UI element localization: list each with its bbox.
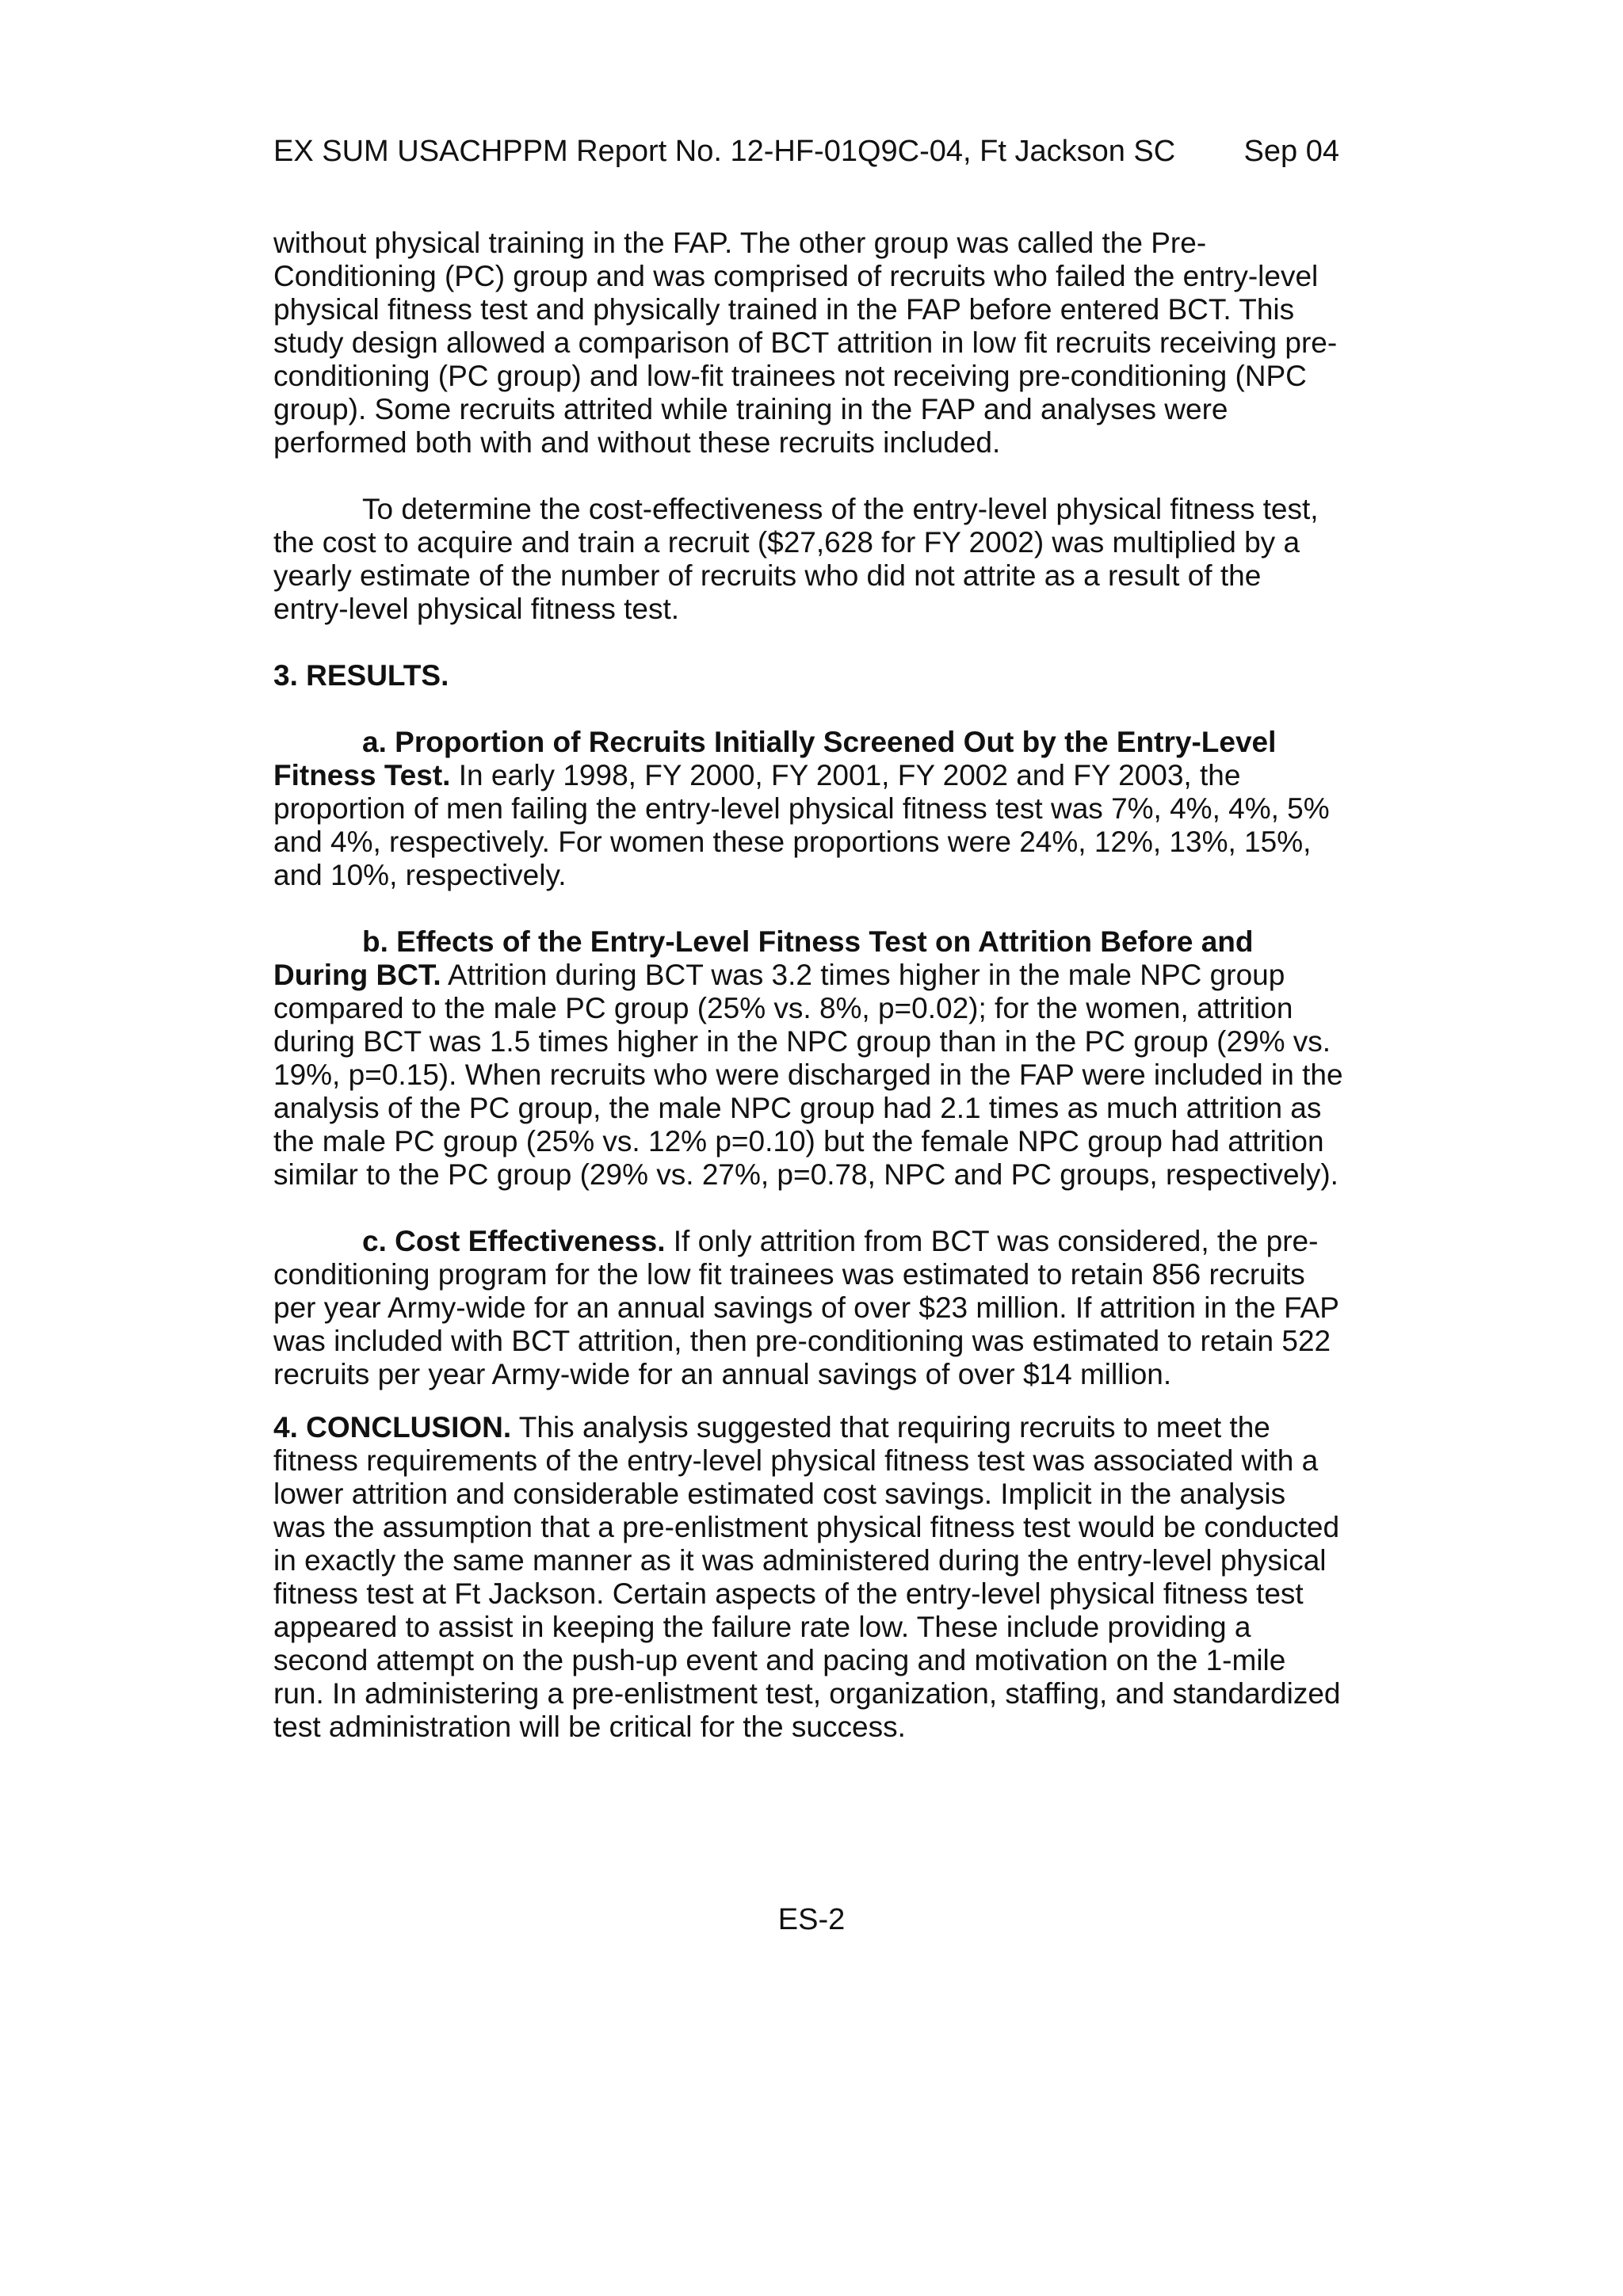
- section-c-heading: c. Cost Effectiveness.: [362, 1225, 666, 1257]
- section-a-text: In early 1998, FY 2000, FY 2001, FY 2002 and FY 2003, the proportion of men failing the entry-level physical fitness test was 7%, 4%, 4%, 5% and 4%, respectively. For women these proportions were 24%, 12%, 13%, 15%, and 10%, respectively.: [273, 759, 1330, 891]
- section-a-heading: a. Proportion of Recruits Initially Screened Out by the Entry-Level Fitness Test.: [273, 726, 1277, 791]
- page-number: ES-2: [777, 1903, 846, 1936]
- paragraph-study-design: without physical training in the FAP. The other group was called the Pre-Conditioning (PC) group and was comprised of recruits who failed the entry-level physical fitness test and physically trained in the FAP before entered BCT. This study design allowed a comparison of BCT attrition in low fit recruits receiving pre-conditioning (PC group) and low-fit trainees not receiving pre-conditioning (NPC group). Some recruits attrited while training in the FAP and analyses were performed both with and without these recruits included.: [273, 227, 1338, 459]
- conclusion-heading: 4. CONCLUSION.: [273, 1411, 512, 1444]
- section-a: [273, 726, 1343, 892]
- conclusion-text: This analysis suggested that requiring recruits to meet the fitness requirements of the entry-level physical fitness test was associated with a lower attrition and considerable estimated cost savings. Implicit in the analysis was the assumption that a pre-enlistment physical fitness test would be conducted in exactly the same manner as it was administered during the entry-level physical fitness test at Ft Jackson. Certain aspects of the entry-level physical fitness test appeared to assist in keeping the failure rate low. These include providing a second attempt on the push-up event and pacing and motivation on the 1-mile run. In administering a pre-enlistment test, organization, staffing, and standardized test administration will be critical for the success.: [273, 1411, 1341, 1743]
- report-date: Sep 04: [1243, 135, 1339, 168]
- section-c-text: If only attrition from BCT was considered, the pre-conditioning program for the low fit trainees was estimated to retain 856 recruits per year Army-wide for an annual savings of over $23 million. If attrition in the FAP was included with BCT attrition, then pre-conditioning was estimated to retain 522 recruits per year Army-wide for an annual savings of over $14 million.: [273, 1225, 1339, 1390]
- section-b: [273, 925, 1343, 1192]
- report-id: EX SUM USACHPPM Report No. 12-HF-01Q9C-04, Ft Jackson SC: [273, 135, 1176, 168]
- results-heading: 3. RESULTS.: [273, 659, 449, 692]
- document-body: [273, 227, 1343, 1744]
- conclusion-paragraph: [273, 1411, 1343, 1744]
- section-b-text: Attrition during BCT was 3.2 times higher in the male NPC group compared to the male PC group (25% vs. 8%, p=0.02); for the women, attrition during BCT was 1.5 times higher in the NPC group than in the PC group (29% vs. 19%, p=0.15). When recruits who were discharged in the FAP were included in the analysis of the PC group, the male NPC group had 2.1 times as much attrition as the male PC group (25% vs. 12% p=0.10) but the female NPC group had attrition similar to the PC group (29% vs. 27%, p=0.78, NPC and PC groups, respectively).: [273, 959, 1343, 1191]
- section-c: [273, 1225, 1343, 1391]
- paragraph-cost-method: To determine the cost-effectiveness of the entry-level physical fitness test, the cost to acquire and train a recruit ($27,628 for FY 2002) was multiplied by a yearly estimate of the number of recruits who did not attrite as a result of the entry-level physical fitness test.: [273, 493, 1319, 625]
- section-b-heading: b. Effects of the Entry-Level Fitness Test on Attrition Before and During BCT.: [273, 925, 1254, 991]
